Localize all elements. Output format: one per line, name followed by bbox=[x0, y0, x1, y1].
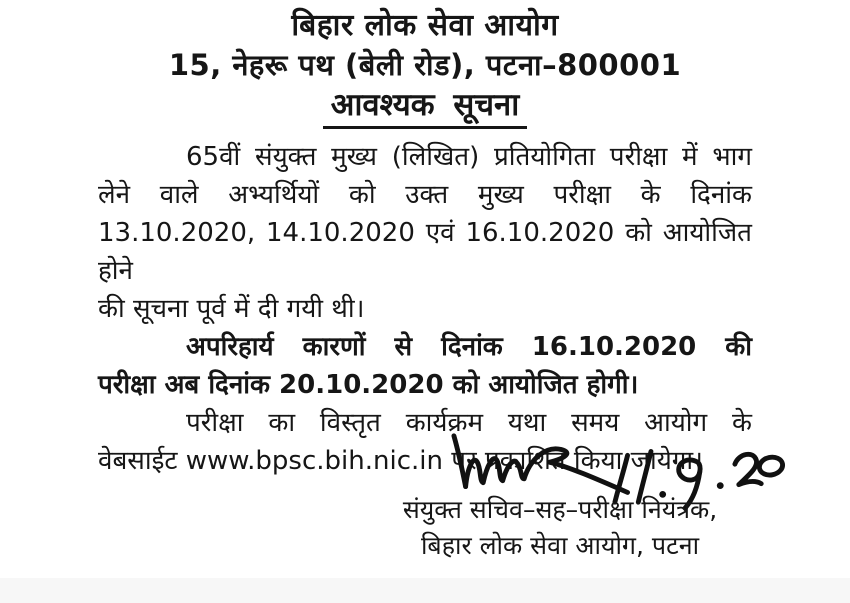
text-line: वेबसाईट www.bpsc.bih.nic.in पर प्रकाशित किया जायेगा। bbox=[98, 446, 704, 476]
para-previous-schedule bbox=[98, 138, 752, 328]
signatory-designation: संयुक्त सचिव–सह–परीक्षा नियंत्रक, bbox=[402, 495, 718, 524]
scan-bottom-band bbox=[0, 578, 850, 603]
notice-title-row bbox=[0, 87, 850, 129]
notice-title: आवश्यक सूचना bbox=[323, 87, 528, 129]
text-line: 13.10.2020, 14.10.2020 एवं 16.10.2020 को आयोजित होने bbox=[98, 218, 752, 286]
signature-block bbox=[380, 428, 790, 578]
signatory bbox=[380, 492, 740, 564]
para-revised-date bbox=[98, 328, 752, 404]
text-line: 65वीं संयुक्त मुख्य (लिखित) प्रतियोगिता परीक्षा में भाग bbox=[186, 142, 752, 172]
org-name: बिहार लोक सेवा आयोग bbox=[291, 8, 559, 43]
signatory-organization: बिहार लोक सेवा आयोग, पटना bbox=[420, 531, 700, 560]
text-line: लेने वाले अभ्यर्थियों को उक्त मुख्य परीक्षा के दिनांक bbox=[98, 180, 752, 210]
text-line: परीक्षा अब दिनांक 20.10.2020 को आयोजित होगी। bbox=[98, 370, 639, 400]
text-line: की सूचना पूर्व में दी गयी थी। bbox=[98, 294, 365, 324]
text-line: परीक्षा का विस्तृत कार्यक्रम यथा समय आयोग के bbox=[186, 408, 752, 438]
org-address: 15, नेहरू पथ (बेली रोड), पटना–800001 bbox=[168, 48, 682, 82]
text-line: अपरिहार्य कारणों से दिनांक 16.10.2020 की bbox=[186, 332, 752, 362]
notice-header bbox=[0, 6, 850, 129]
